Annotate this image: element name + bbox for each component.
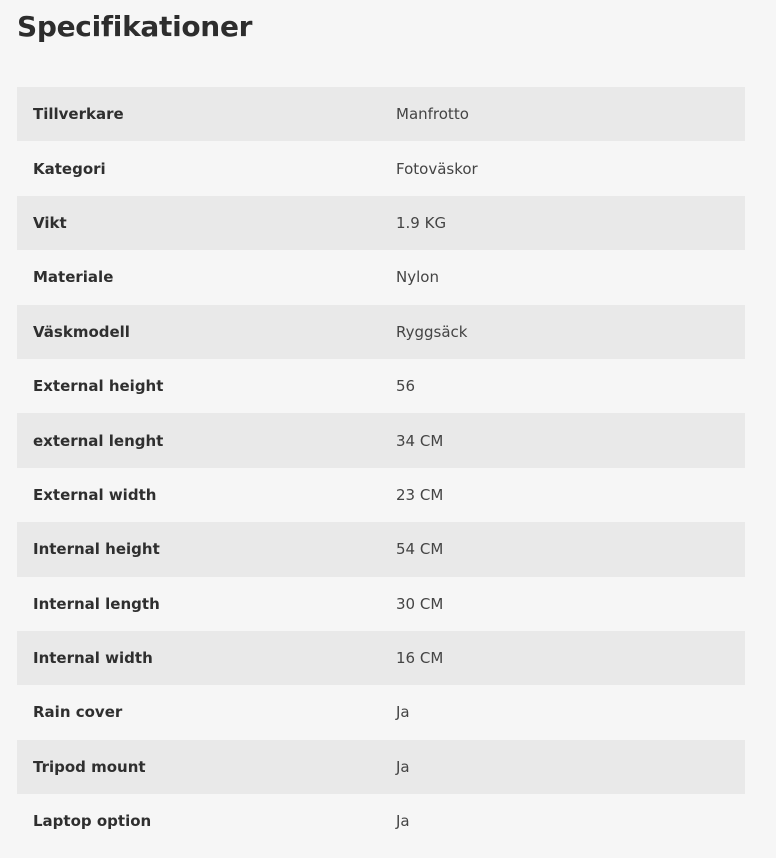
spec-label: Laptop option — [17, 794, 396, 848]
table-row — [17, 250, 745, 304]
spec-value: 16 CM — [396, 631, 745, 685]
table-row — [17, 794, 745, 848]
spec-value: Fotoväskor — [396, 141, 745, 195]
table-row — [17, 87, 745, 141]
spec-label: Tillverkare — [17, 87, 396, 141]
spec-value: Ja — [396, 794, 745, 848]
spec-label: Vikt — [17, 196, 396, 250]
spec-label: external lenght — [17, 413, 396, 467]
spec-label: Rain cover — [17, 685, 396, 739]
table-row — [17, 631, 745, 685]
spec-label: External height — [17, 359, 396, 413]
spec-label: Materiale — [17, 250, 396, 304]
table-row — [17, 468, 745, 522]
table-row — [17, 522, 745, 576]
table-row — [17, 305, 745, 359]
section-title: Specifikationer — [17, 10, 253, 43]
spec-value: Nylon — [396, 250, 745, 304]
spec-value: 54 CM — [396, 522, 745, 576]
spec-label: Kategori — [17, 141, 396, 195]
spec-label: Internal width — [17, 631, 396, 685]
spec-value: 1.9 KG — [396, 196, 745, 250]
table-row — [17, 685, 745, 739]
spec-value: Ja — [396, 740, 745, 794]
table-row — [17, 141, 745, 195]
spec-label: Tripod mount — [17, 740, 396, 794]
spec-value: 56 — [396, 359, 745, 413]
spec-value: 34 CM — [396, 413, 745, 467]
spec-value: Manfrotto — [396, 87, 745, 141]
spec-label: Internal length — [17, 577, 396, 631]
table-row — [17, 577, 745, 631]
table-row — [17, 196, 745, 250]
table-row — [17, 359, 745, 413]
spec-label: Väskmodell — [17, 305, 396, 359]
specifications-table — [17, 87, 745, 848]
spec-value: Ryggsäck — [396, 305, 745, 359]
spec-label: Internal height — [17, 522, 396, 576]
spec-value: 30 CM — [396, 577, 745, 631]
spec-value: 23 CM — [396, 468, 745, 522]
spec-value: Ja — [396, 685, 745, 739]
spec-label: External width — [17, 468, 396, 522]
table-row — [17, 413, 745, 467]
table-row — [17, 740, 745, 794]
